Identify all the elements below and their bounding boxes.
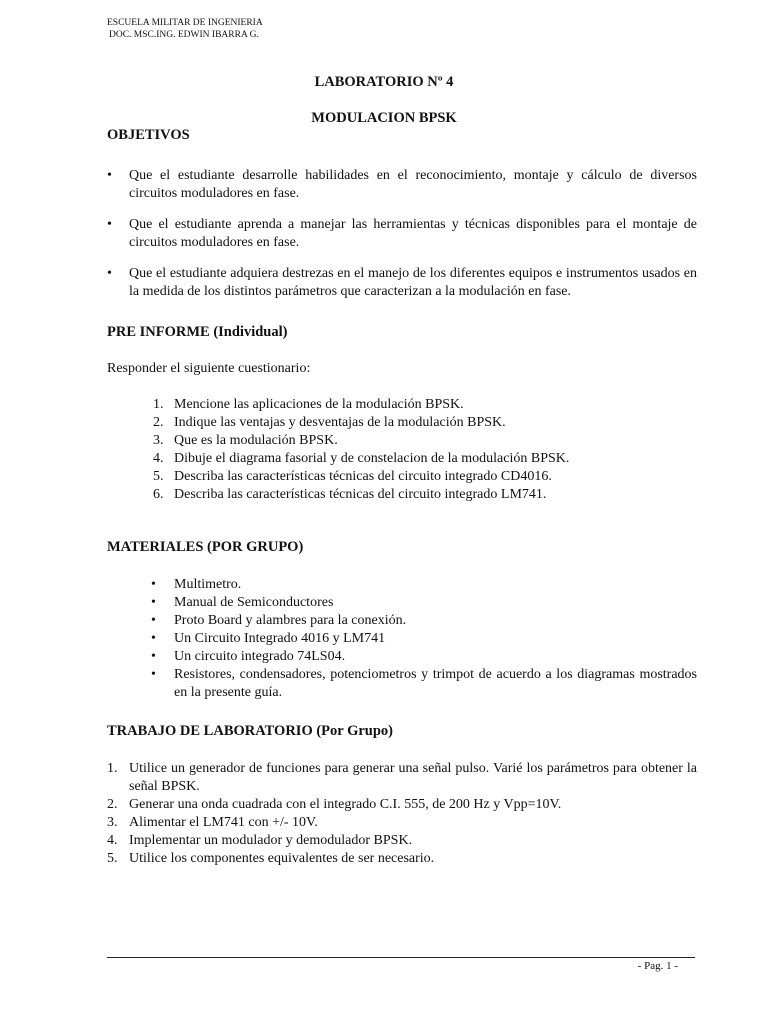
objetivos-list — [107, 167, 697, 314]
trabajo-heading: TRABAJO DE LABORATORIO (Por Grupo) — [107, 723, 393, 739]
preinforme-heading: PRE INFORME (Individual) — [107, 324, 288, 340]
list-item: 1. Mencione las aplicaciones de la modulación BPSK. — [153, 397, 464, 412]
list-item: 6. Describa las características técnicas del circuito integrado LM741. — [153, 487, 547, 502]
bullet-icon: • — [151, 577, 156, 592]
bullet-icon: • — [107, 217, 112, 232]
teacher-name: DOC. MSC.ING. EDWIN IBARRA G. — [109, 30, 259, 40]
list-item: • Que el estudiante desarrolle habilidades en el reconocimiento, montaje y cálculo de diversos circuitos moduladores en fase. — [107, 168, 697, 201]
trabajo-list — [107, 760, 697, 868]
materiales-heading: MATERIALES (POR GRUPO) — [107, 539, 304, 555]
list-item: 3. Alimentar el LM741 con +/- 10V. — [107, 815, 318, 830]
objetivos-heading: OBJETIVOS — [107, 127, 190, 143]
document-header — [107, 17, 263, 41]
list-item: 4. Dibuje el diagrama fasorial y de constelacion de la modulación BPSK. — [153, 451, 570, 466]
list-item: 1. Utilice un generador de funciones para generar una señal pulso. Varié los parámetros para obtener la señal BPSK. — [107, 761, 697, 794]
page-number: - Pag. 1 - — [637, 960, 678, 972]
footer-divider — [107, 957, 695, 958]
bullet-icon: • — [107, 168, 112, 183]
list-item: • Un Circuito Integrado 4016 y LM741 — [151, 631, 386, 646]
institution-name: ESCUELA MILITAR DE INGENIERIA — [107, 18, 263, 28]
list-item: 3. Que es la modulación BPSK. — [153, 433, 338, 448]
list-item: • Que el estudiante aprenda a manejar las herramientas y técnicas disponibles para el montaje de circuitos moduladores en fase. — [107, 217, 697, 250]
bullet-icon: • — [151, 649, 156, 664]
bullet-icon: • — [151, 613, 156, 628]
list-item: • Resistores, condensadores, potenciometros y trimpot de acuerdo a los diagramas mostrados en la presente guía. — [151, 667, 697, 700]
bullet-icon: • — [151, 595, 156, 610]
list-item: 2. Indique las ventajas y desventajas de la modulación BPSK. — [153, 415, 506, 430]
list-item: • Proto Board y alambres para la conexión. — [151, 613, 407, 628]
list-item: • Que el estudiante adquiera destrezas en el manejo de los diferentes equipos e instrumentos usados en la medida de los distintos parámetros que caracterizan a la modulación en fase. — [107, 266, 697, 299]
list-item: • Multimetro. — [151, 577, 242, 592]
list-item: 5. Utilice los componentes equivalentes de ser necesario. — [107, 851, 435, 866]
document-subtitle: MODULACION BPSK — [311, 110, 457, 126]
materiales-list — [148, 576, 697, 702]
list-item: 4. Implementar un modulador y demodulador BPSK. — [107, 833, 413, 848]
list-item: • Manual de Semiconductores — [151, 595, 334, 610]
bullet-icon: • — [151, 631, 156, 646]
bullet-icon: • — [151, 667, 156, 682]
list-item: • Un circuito integrado 74LS04. — [151, 649, 346, 664]
list-item: 5. Describa las características técnicas del circuito integrado CD4016. — [153, 469, 552, 484]
preinforme-intro: Responder el siguiente cuestionario: — [107, 361, 311, 376]
list-item: 2. Generar una onda cuadrada con el integrado C.I. 555, de 200 Hz y Vpp=10V. — [107, 797, 562, 812]
preinforme-list — [148, 396, 569, 504]
bullet-icon: • — [107, 266, 112, 281]
document-title: LABORATORIO Nº 4 — [314, 74, 454, 90]
